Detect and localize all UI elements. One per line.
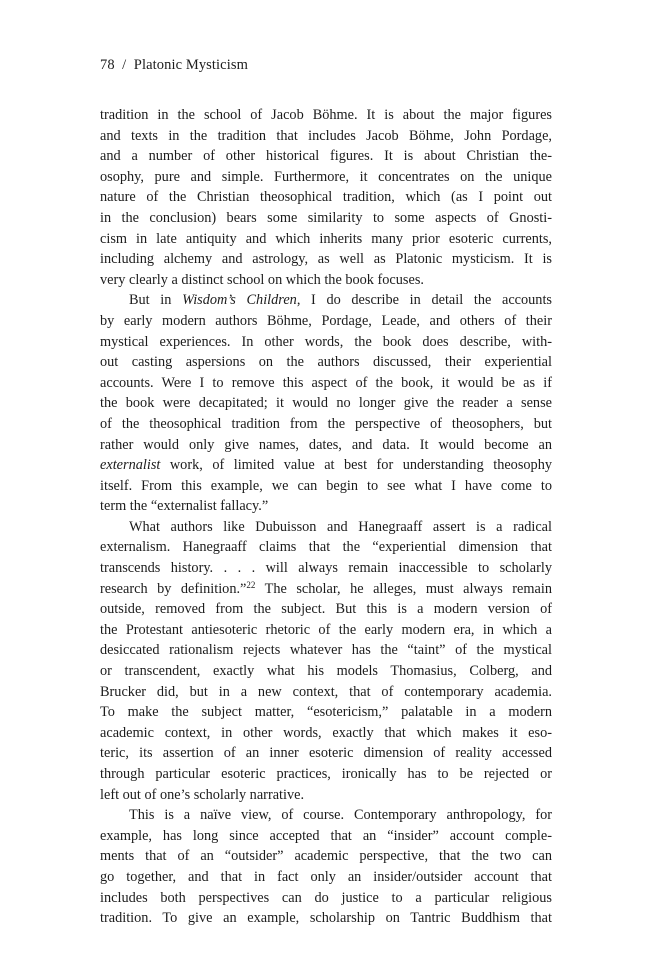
text-line: This is a naïve view, of course. Contemporary anthropology, for [129, 807, 552, 824]
text-line: transcends history. . . . will always remain inaccessible to scholarly [100, 560, 552, 577]
text-line: externalism. Hanegraaff claims that the “experiential dimension that [100, 539, 552, 556]
text-line: the Protestant antiesoteric rhetoric of the early modern era, in which a [100, 621, 552, 638]
text-line: tradition. To give an example, scholarship on Tantric Buddhism that [100, 910, 552, 927]
text-line: the book were decapitated; it would no longer give the reader a sense [100, 395, 552, 412]
text-line: outside, removed from the subject. But this is a modern version of [100, 601, 552, 618]
paragraph [100, 517, 552, 805]
text-line: left out of one’s scholarly narrative. [100, 786, 305, 803]
text-line: desiccated rationalism rejects whatever has the “taint” of the mystical [100, 642, 552, 659]
text-line: nature of the Christian theosophical tradition, which (as I point out [100, 189, 552, 206]
text-line: example, has long since accepted that an “insider” account comple- [100, 827, 552, 844]
text-line: by early modern authors Böhme, Pordage, Leade, and others of their [100, 312, 552, 329]
text-line: and texts in the tradition that includes Jacob Böhme, John Pordage, [100, 127, 552, 144]
paragraph [100, 805, 552, 929]
italic-title: externalist [100, 457, 161, 474]
running-head [100, 57, 248, 74]
text-line: including alchemy and astrology, as well as Platonic mysticism. It is [100, 251, 552, 268]
text-line: rather would only give names, dates, and data. It would become an [100, 436, 552, 453]
text-line: of the theosophical tradition from the perspective of theosophers, but [100, 415, 552, 432]
text-line: osophy, pure and simple. Furthermore, it concentrates on the unique [100, 168, 552, 185]
text-line: accounts. Were I to remove this aspect of the book, it would be as if [100, 374, 552, 391]
text-line: and a number of other historical figures. It is about Christian the- [100, 148, 552, 165]
text-line: What authors like Dubuisson and Hanegraaff assert is a radical [129, 518, 552, 535]
text-line: But in Wisdom’s Children, I do describe in detail the accounts [129, 292, 552, 309]
text-line: go together, and that in fact only an insider/outsider account that [100, 868, 552, 885]
paragraph [100, 105, 552, 290]
footnote-marker: 22 [246, 579, 256, 590]
text-line: To make the subject matter, “esotericism,” palatable in a modern [100, 704, 552, 721]
text-line: Brucker did, but in a new context, that of contemporary academia. [100, 683, 552, 700]
text-line: or transcendent, exactly what his models Thomasius, Colberg, and [100, 663, 552, 680]
running-head-separator: / [122, 57, 127, 73]
text-line: term the “externalist fallacy.” [100, 498, 269, 515]
text-line: itself. From this example, we can begin to see what I have come to [100, 477, 552, 494]
text-line: out casting aspersions on the authors discussed, their experiential [100, 354, 552, 371]
paragraph [100, 290, 552, 517]
text-line: mystical experiences. In other words, the book does describe, with- [100, 333, 552, 350]
text-line: ments that of an “outsider” academic perspective, that the two can [100, 848, 552, 865]
text-line: tradition in the school of Jacob Böhme. It is about the major figures [100, 107, 552, 123]
text-line: in the conclusion) bears some similarity to some aspects of Gnosti- [100, 209, 552, 226]
text-line: teric, its assertion of an inner esoteric dimension of reality accessed [100, 745, 552, 762]
text-line: externalist work, of limited value at best for understanding theosophy [100, 457, 552, 474]
body-text [100, 105, 552, 929]
text-line: academic context, in other words, exactly that which makes it eso- [100, 724, 552, 741]
text-line: through particular esoteric practices, ironically has to be rejected or [100, 766, 552, 782]
text-line: research by definition.”$^{22}$ The scholar, he alleges, must always remain [100, 579, 552, 597]
text-line: cism in late antiquity and which inherits many prior esoteric currents, [100, 230, 552, 247]
text-line: includes both perspectives can do justice to a particular religious [100, 889, 552, 906]
page-number: 78 [100, 57, 115, 73]
italic-title: Wisdom’s Children [182, 292, 297, 309]
running-title: Platonic Mysticism [133, 57, 248, 73]
text-line: very clearly a distinct school on which the book focuses. [100, 271, 424, 288]
